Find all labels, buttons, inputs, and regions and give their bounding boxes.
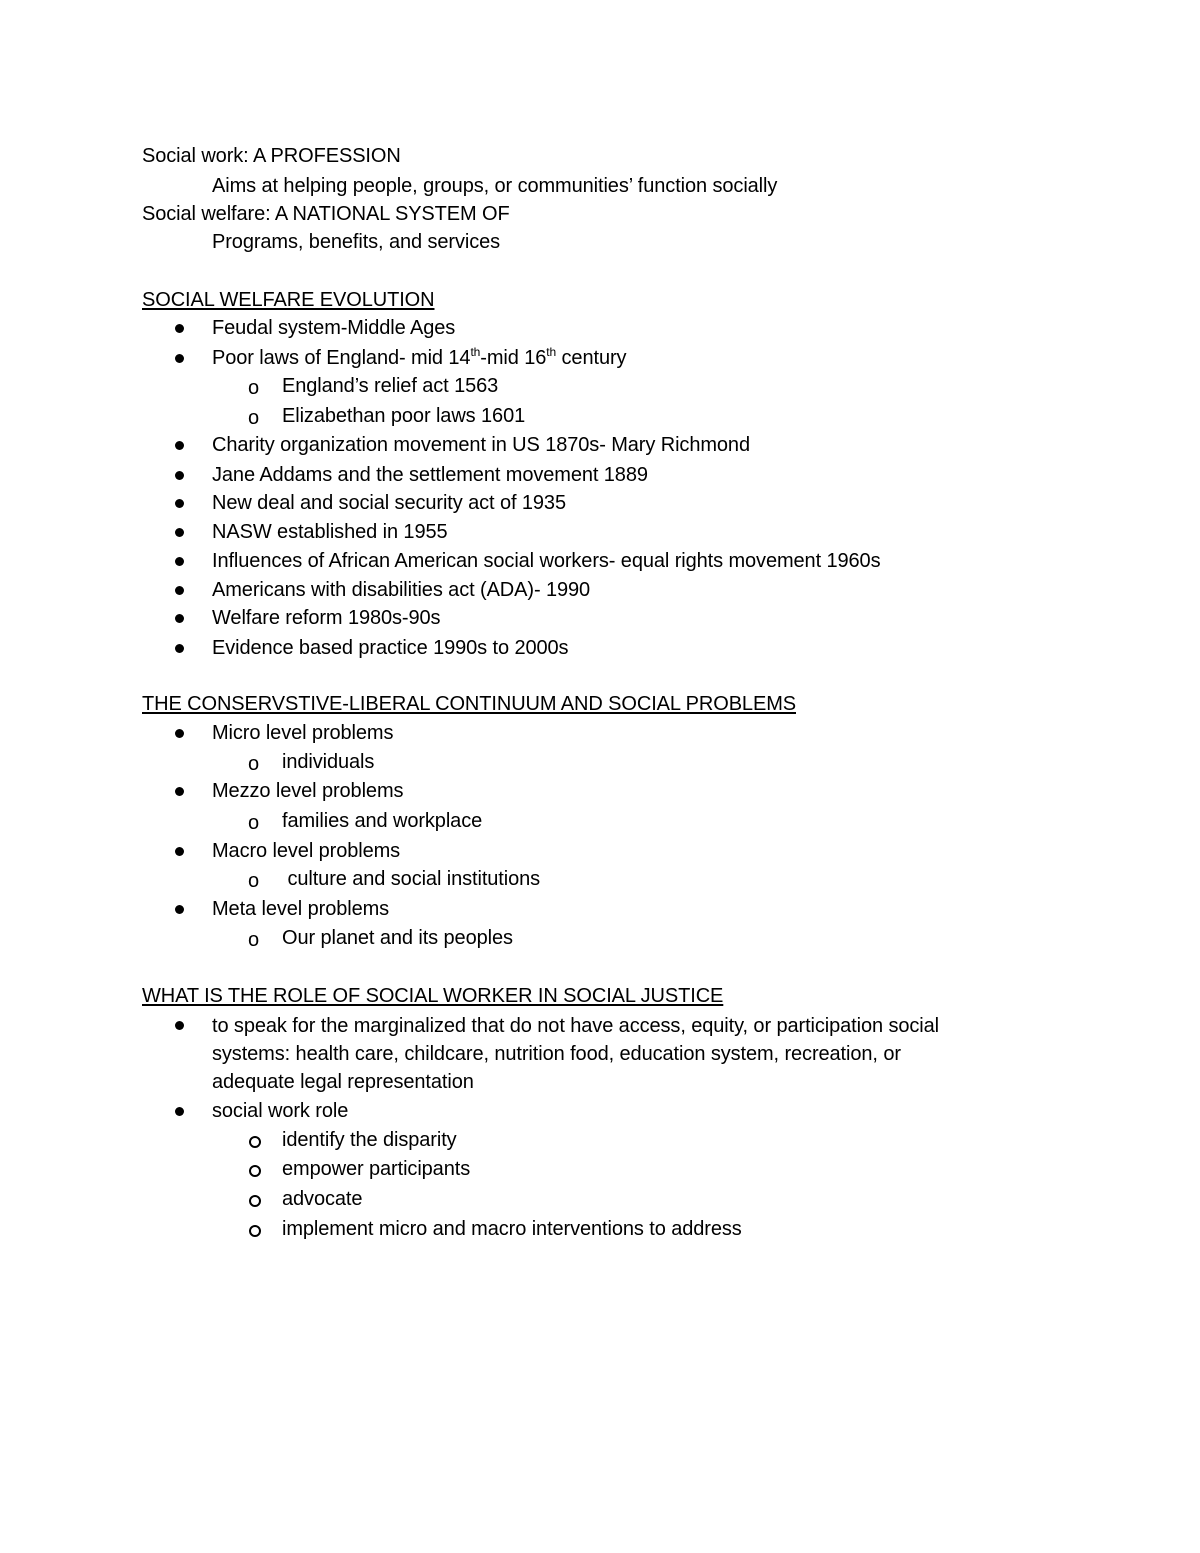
- list-item: Micro level problems: [212, 722, 394, 744]
- bullet-icon: [175, 324, 184, 333]
- list-subitem: Our planet and its peoples: [282, 927, 513, 949]
- sub-bullet-icon: o: [248, 407, 260, 429]
- list-subitem: implement micro and macro interventions to address: [282, 1218, 742, 1240]
- list-item: Meta level problems: [212, 898, 390, 920]
- section-heading-role: WHAT IS THE ROLE OF SOCIAL WORKER IN SOCIAL JUSTICE: [142, 985, 724, 1007]
- sub-bullet-icon: o: [248, 929, 260, 951]
- bullet-icon: [175, 614, 184, 623]
- list-item: Evidence based practice 1990s to 2000s: [212, 637, 569, 659]
- bullet-icon: [175, 499, 184, 508]
- list-item: Influences of African American social workers- equal rights movement 1960s: [212, 550, 881, 572]
- list-item: Mezzo level problems: [212, 780, 404, 802]
- social-welfare-definition-text: Programs, benefits, and services: [212, 231, 501, 253]
- list-item: social work role: [212, 1100, 349, 1122]
- sub-bullet-icon: o: [248, 870, 260, 892]
- social-welfare-definition-title: Social welfare: A NATIONAL SYSTEM OF: [142, 203, 510, 225]
- list-item: Charity organization movement in US 1870s- Mary Richmond: [212, 434, 750, 456]
- list-subitem: England’s relief act 1563: [282, 375, 499, 397]
- list-item: Americans with disabilities act (ADA)- 1990: [212, 579, 591, 601]
- list-subitem: advocate: [282, 1188, 363, 1210]
- bullet-icon: [175, 441, 184, 450]
- section-heading-evolution: SOCIAL WELFARE EVOLUTION: [142, 289, 435, 311]
- list-subitem: culture and social institutions: [282, 868, 541, 890]
- sub-bullet-icon: [249, 1136, 261, 1148]
- list-item: Jane Addams and the settlement movement 1889: [212, 464, 648, 486]
- bullet-icon: [175, 471, 184, 480]
- section-heading-continuum: THE CONSERVSTIVE-LIBERAL CONTINUUM AND SOCIAL PROBLEMS: [142, 693, 796, 715]
- sub-bullet-icon: [249, 1195, 261, 1207]
- list-subitem: individuals: [282, 751, 375, 773]
- list-item-line: to speak for the marginalized that do not have access, equity, or participation social: [212, 1015, 939, 1037]
- bullet-icon: [175, 729, 184, 738]
- sub-bullet-icon: o: [248, 812, 260, 834]
- bullet-icon: [175, 787, 184, 796]
- bullet-icon: [175, 905, 184, 914]
- list-item: Macro level problems: [212, 840, 401, 862]
- sub-bullet-icon: [249, 1225, 261, 1237]
- sub-bullet-icon: [249, 1165, 261, 1177]
- list-item: Welfare reform 1980s-90s: [212, 607, 441, 629]
- social-work-definition-title: Social work: A PROFESSION: [142, 145, 401, 167]
- sub-bullet-icon: o: [248, 753, 260, 775]
- bullet-icon: [175, 847, 184, 856]
- list-item-line: systems: health care, childcare, nutrition food, education system, recreation, or: [212, 1043, 901, 1065]
- bullet-icon: [175, 528, 184, 537]
- list-item: Feudal system-Middle Ages: [212, 317, 456, 339]
- bullet-icon: [175, 1107, 184, 1116]
- list-item: New deal and social security act of 1935: [212, 492, 566, 514]
- list-item-line: adequate legal representation: [212, 1071, 474, 1093]
- bullet-icon: [175, 586, 184, 595]
- bullet-icon: [175, 557, 184, 566]
- list-item: NASW established in 1955: [212, 521, 448, 543]
- sub-bullet-icon: o: [248, 377, 260, 399]
- bullet-icon: [175, 644, 184, 653]
- bullet-icon: [175, 1021, 184, 1030]
- list-item: Poor laws of England- mid 14th-mid 16th century: [212, 345, 627, 369]
- social-work-definition-text: Aims at helping people, groups, or communities’ function socially: [212, 175, 778, 197]
- bullet-icon: [175, 354, 184, 363]
- list-subitem: identify the disparity: [282, 1129, 457, 1151]
- list-subitem: empower participants: [282, 1158, 471, 1180]
- list-subitem: families and workplace: [282, 810, 483, 832]
- list-subitem: Elizabethan poor laws 1601: [282, 405, 526, 427]
